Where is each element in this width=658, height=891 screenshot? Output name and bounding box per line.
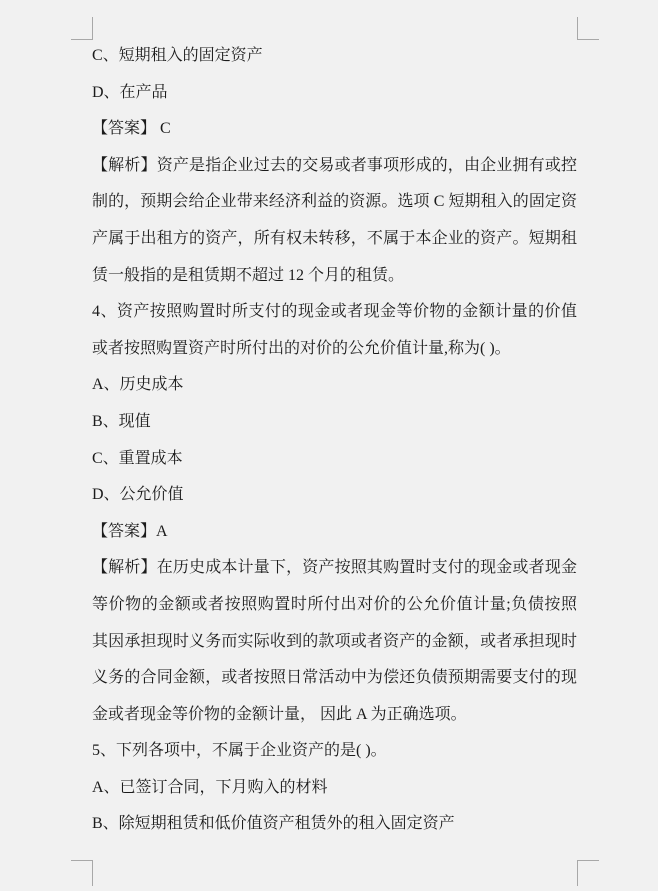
explanation-line: 产属于出租方的资产，所有权未转移，不属于本企业的资产。短期租 [92, 229, 577, 247]
option-line: C、短期租入的固定资产 [92, 47, 263, 64]
explanation-line: 赁一般指的是租赁期不超过 12 个月的租赁。 [92, 266, 405, 284]
explanation-line: 其因承担现时义务而实际收到的款项或者资产的金额，或者承担现时 [92, 632, 577, 650]
option-line: A、已签订合同，下月购入的材料 [92, 778, 328, 796]
document-text-area [92, 38, 577, 843]
answer-line: 【答案】 C [92, 120, 171, 138]
margin-crop-mark-top-right [577, 17, 599, 40]
margin-crop-mark-bottom-right [577, 860, 599, 886]
question-line: 4、资产按照购置时所支付的现金或者现金等价物的金额计量的价值 [92, 303, 577, 321]
option-line: B、现值 [92, 412, 151, 430]
explanation-line: 制的，预期会给企业带来经济利益的资源。选项 C 短期租入的固定资 [92, 193, 577, 211]
explanation-line: 等价物的金额或者按照购置时所付出对价的公允价值计量;负债按照 [92, 595, 577, 613]
margin-crop-mark-top-left [71, 17, 93, 40]
option-line: D、在产品 [92, 83, 168, 101]
option-line: B、除短期租赁和低价值资产租赁外的租入固定资产 [92, 815, 455, 833]
option-line: D、公允价值 [92, 486, 184, 504]
explanation-line: 义务的合同金额，或者按照日常活动中为偿还负债预期需要支付的现 [92, 669, 577, 687]
answer-line: 【答案】A [92, 522, 168, 540]
explanation-line: 【解析】在历史成本计量下，资产按照其购置时支付的现金或者现金 [92, 559, 577, 577]
option-line: C、重置成本 [92, 449, 183, 467]
margin-crop-mark-bottom-left [71, 860, 93, 886]
explanation-line: 金或者现金等价物的金额计量， 因此 A 为正确选项。 [92, 705, 467, 723]
question-line: 或者按照购置资产时所付出的对价的公允价值计量,称为( )。 [92, 339, 511, 357]
explanation-line: 【解析】资产是指企业过去的交易或者事项形成的，由企业拥有或控 [92, 156, 577, 174]
option-line: A、历史成本 [92, 376, 184, 394]
question-line: 5、下列各项中，不属于企业资产的是( )。 [92, 742, 387, 760]
